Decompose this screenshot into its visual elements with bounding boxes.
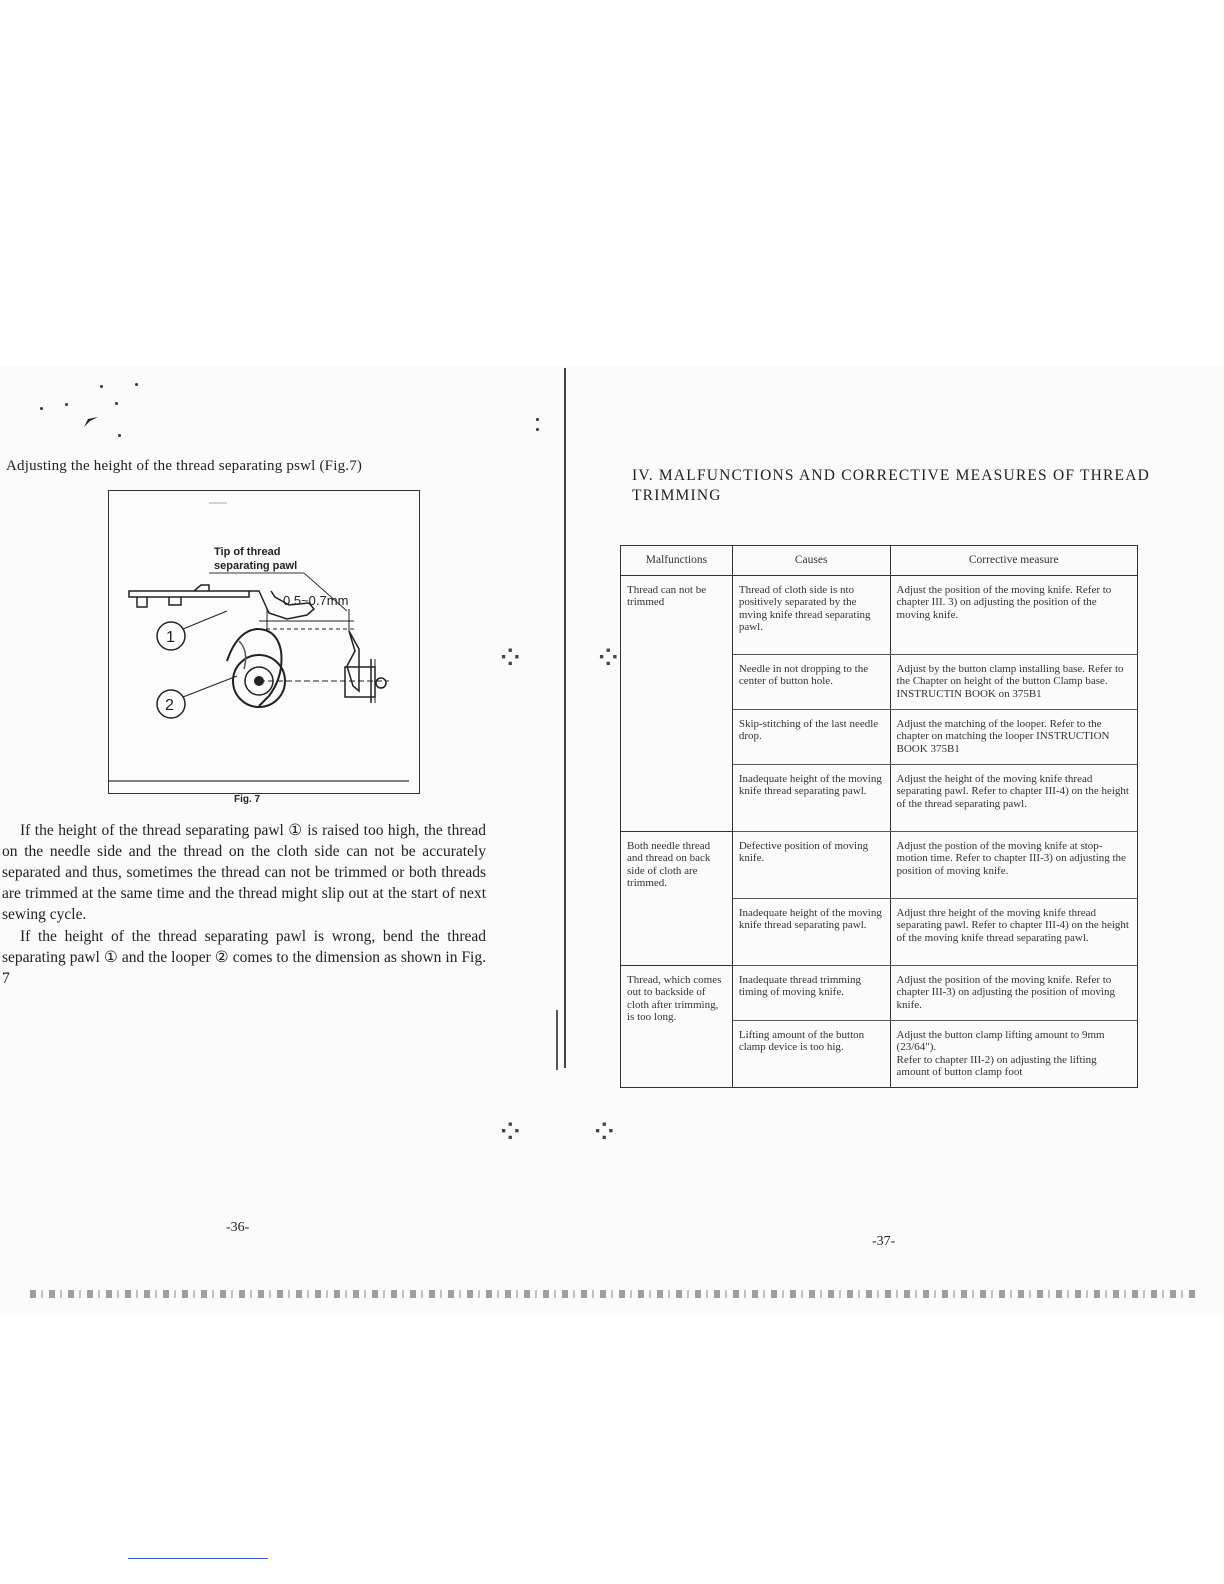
callout-2: 2 bbox=[165, 697, 174, 714]
cause-cell: Defective position of moving knife. bbox=[732, 831, 890, 898]
measure-text-line-1: Adjust the button clamp lifting amount to 9mm (23/64"). bbox=[896, 1028, 1105, 1053]
page-number-left: -36- bbox=[226, 1220, 250, 1235]
measure-cell: Adjust the matching of the looper. Refer to the chapter on matching the looper INSTRUCTION BOOK 375B1 bbox=[890, 709, 1137, 764]
looper-diagram bbox=[109, 491, 419, 793]
page-gutter bbox=[564, 368, 566, 1068]
measure-cell: Adjust by the button clamp installing base. Refer to the Chapter on height of the button Clamp base. INSTRUCTIN BOOK on 375B1 bbox=[890, 654, 1137, 709]
table-header-row bbox=[621, 546, 1138, 576]
malfunction-table bbox=[620, 545, 1138, 1088]
measure-text-line-2: Refer to chapter III-2) on adjusting the lifting amount of button clamp foot bbox=[896, 1053, 1097, 1078]
figure-label-tip2: separating pawl bbox=[214, 560, 298, 572]
callout-1: 1 bbox=[166, 629, 175, 646]
header-causes: Causes bbox=[732, 546, 890, 576]
cause-cell: Lifting amount of the button clamp device is too hig. bbox=[732, 1020, 890, 1087]
page-gutter-lower bbox=[556, 1010, 558, 1070]
paragraph-2: If the height of the thread separating pawl is wrong, bend the thread separating pawl ① and the looper ② comes to the dimension as shown in Fig. 7 bbox=[2, 928, 486, 987]
header-malfunctions: Malfunctions bbox=[621, 546, 733, 576]
binding-hole-icon: ⁘ bbox=[594, 638, 623, 678]
measure-cell: Adjust the position of the moving knife. Refer to chapter III-3) on adjusting the position of moving knife. bbox=[890, 965, 1137, 1020]
binding-hole-icon: ⁘ bbox=[496, 1112, 525, 1152]
table-row bbox=[621, 831, 1138, 898]
measure-cell: Adjust the position of the moving knife. Refer to chapter III. 3) on adjusting the position of the moving knife. bbox=[890, 575, 1137, 654]
cause-cell: Needle in not dropping to the center of button hole. bbox=[732, 654, 890, 709]
cause-cell: Thread of cloth side is nto positively separated by the mving knife thread separating pawl. bbox=[732, 575, 890, 654]
dimension-label: 0.5~0.7mm bbox=[283, 593, 349, 608]
scan-mark bbox=[82, 415, 100, 429]
measure-cell: Adjust the height of the moving knife thread separating pawl. Refer to chapter III-4) on the height of the thread separating pawl. bbox=[890, 764, 1137, 831]
binding-hole-icon: ⁘ bbox=[496, 638, 525, 678]
page-number-right: -37- bbox=[872, 1234, 896, 1249]
binding-hole-icon: ⁘ bbox=[590, 1112, 619, 1152]
figure-7 bbox=[108, 490, 420, 794]
cause-cell: Inadequate thread trimming timing of moving knife. bbox=[732, 965, 890, 1020]
table-row bbox=[621, 965, 1138, 1020]
malfunction-cell: Both needle thread and thread on back side of cloth are trimmed. bbox=[621, 831, 733, 965]
measure-cell: Adjust thre height of the moving knife thread separating pawl. Refer to chapter III-4) on the height of the moving knife thread separating pawl. bbox=[890, 898, 1137, 965]
figure-caption: Fig. 7 bbox=[234, 794, 261, 805]
scan-edge-noise bbox=[30, 1290, 1200, 1298]
cause-cell: Inadequate height of the moving knife thread separating pawl. bbox=[732, 898, 890, 965]
malfunction-cell: Thread can not be trimmed bbox=[621, 575, 733, 831]
malfunction-cell: Thread, which comes out to backside of cloth after trimming, is too long. bbox=[621, 965, 733, 1087]
measure-cell bbox=[890, 1020, 1137, 1087]
paragraph-1: If the height of the thread separating pawl ① is raised too high, the thread on the needle side and the thread on the cloth side can not be accurately separated and thus, sometimes the thread can not be trimmed or both threads are trimmed at the same time and the thread might slip out at the start of next sewing cycle. bbox=[2, 822, 486, 923]
selection-underline bbox=[128, 1558, 268, 1559]
cause-cell: Skip-stitching of the last needle drop. bbox=[732, 709, 890, 764]
header-corrective-measure: Corrective measure bbox=[890, 546, 1137, 576]
chapter-heading: IV. MALFUNCTIONS AND CORRECTIVE MEASURES OF THREAD TRIMMING bbox=[632, 467, 1151, 504]
section-heading: Adjusting the height of the thread separating pswl (Fig.7) bbox=[6, 458, 363, 474]
table-row bbox=[621, 575, 1138, 654]
figure-label-tip: Tip of thread bbox=[214, 546, 281, 558]
measure-cell: Adjust the postion of the moving knife at stop-motion time. Refer to chapter III-3) on adjusting the position of moving knife. bbox=[890, 831, 1137, 898]
cause-cell: Inadequate height of the moving knife thread separating pawl. bbox=[732, 764, 890, 831]
